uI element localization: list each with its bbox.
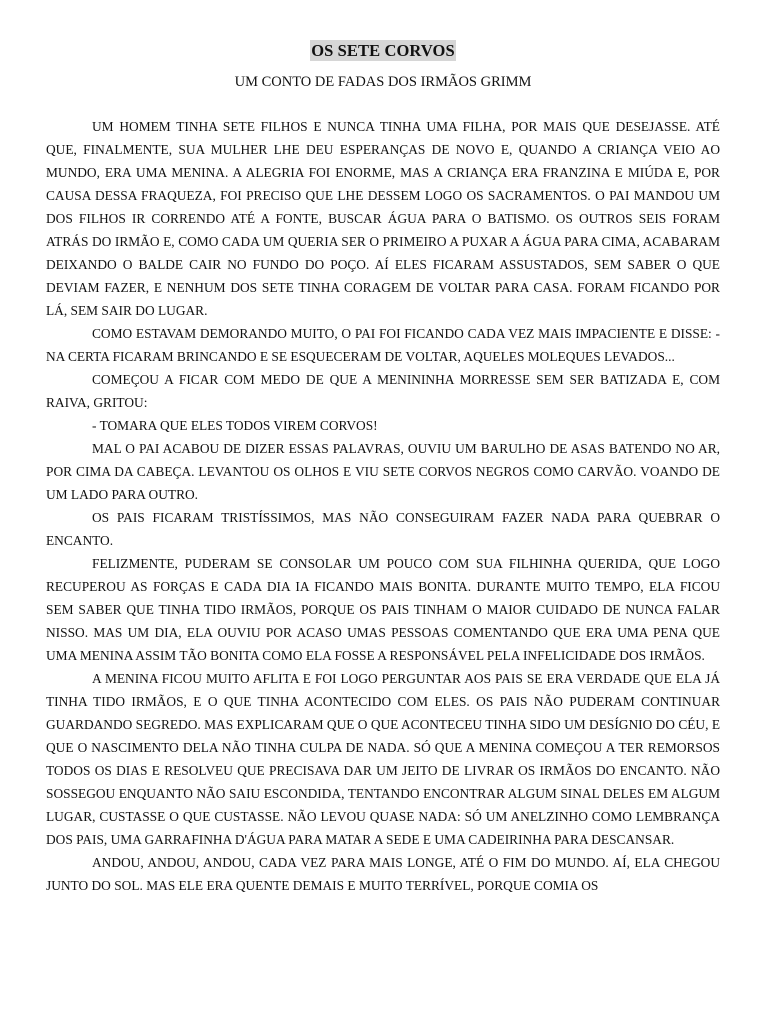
document-page <box>46 40 720 897</box>
paragraph: OS PAIS FICARAM TRISTÍSSIMOS, MAS NÃO CONSEGUIRAM FAZER NADA PARA QUEBRAR O ENCANTO. <box>46 510 720 548</box>
document-title: OS SETE CORVOS <box>311 41 455 60</box>
paragraph: COMEÇOU A FICAR COM MEDO DE QUE A MENININHA MORRESSE SEM SER BATIZADA E, COM RAIVA, GRITOU: <box>46 372 720 410</box>
document-subtitle: UM CONTO DE FADAS DOS IRMÃOS GRIMM <box>234 74 532 90</box>
paragraph: A MENINA FICOU MUITO AFLITA E FOI LOGO PERGUNTAR AOS PAIS SE ERA VERDADE QUE ELA JÁ TINHA TIDO IRMÃOS, E O QUE TINHA ACONTECIDO COM ELES. OS PAIS NÃO PUDERAM CONTINUAR GUARDANDO SEGREDO. MAS EXPLICARAM QUE O QUE ACONTECEU TINHA SIDO UM DESÍGNIO DO CÉU, E QUE O NASCIMENTO DELA NÃO TINHA CULPA DE NADA. SÓ QUE A MENINA COMEÇOU A TER REMORSOS TODOS OS DIAS E RESOLVEU QUE PRECISAVA DAR UM JEITO DE LIVRAR OS IRMÃOS DO ENCANTO. NÃO SOSSEGOU ENQUANTO NÃO SAIU ESCONDIDA, TENTANDO ENCONTRAR ALGUM SINAL DELES EM ALGUM LUGAR, CUSTASSE O QUE CUSTASSE. NÃO LEVOU QUASE NADA: SÓ UM ANELZINHO COMO LEMBRANÇA DOS PAIS, UMA GARRAFINHA D'ÁGUA PARA MATAR A SEDE E UMA CADEIRINHA PARA DESCANSAR. <box>46 671 720 847</box>
paragraph: UM HOMEM TINHA SETE FILHOS E NUNCA TINHA UMA FILHA, POR MAIS QUE DESEJASSE. ATÉ QUE, FINALMENTE, SUA MULHER LHE DEU ESPERANÇAS DE NOVO E, QUANDO A CRIANÇA VEIO AO MUNDO, ERA UMA MENINA. A ALEGRIA FOI ENORME, MAS A CRIANÇA ERA FRANZINA E MIÚDA E, POR CAUSA DESSA FRAQUEZA, FOI PRECISO QUE LHE DESSEM LOGO OS SACRAMENTOS. O PAI MANDOU UM DOS FILHOS IR CORRENDO ATÉ A FONTE, BUSCAR ÁGUA PARA O BATISMO. OS OUTROS SEIS FORAM ATRÁS DO IRMÃO E, COMO CADA UM QUERIA SER O PRIMEIRO A PUXAR A ÁGUA PARA CIMA, ACABARAM DEIXANDO O BALDE CAIR NO FUNDO DO POÇO. AÍ ELES FICARAM ASSUSTADOS, SEM SABER O QUE DEVIAM FAZER, E NENHUM DOS SETE TINHA CORAGEM DE VOLTAR PARA CASA. FORAM FICANDO POR LÁ, SEM SAIR DO LUGAR. <box>46 119 720 318</box>
paragraph: FELIZMENTE, PUDERAM SE CONSOLAR UM POUCO COM SUA FILHINHA QUERIDA, QUE LOGO RECUPEROU AS FORÇAS E CADA DIA IA FICANDO MAIS BONITA. DURANTE MUITO TEMPO, ELA FICOU SEM SABER QUE TINHA TIDO IRMÃOS, PORQUE OS PAIS TINHAM O MAIOR CUIDADO DE NUNCA FALAR NISSO. MAS UM DIA, ELA OUVIU POR ACASO UMAS PESSOAS COMENTANDO QUE ERA UMA PENA QUE UMA MENINA ASSIM TÃO BONITA COMO ELA FOSSE A RESPONSÁVEL PELA INFELICIDADE DOS IRMÃOS. <box>46 556 720 663</box>
title-block <box>46 40 720 66</box>
paragraph: ANDOU, ANDOU, ANDOU, CADA VEZ PARA MAIS LONGE, ATÉ O FIM DO MUNDO. AÍ, ELA CHEGOU JUNTO DO SOL. MAS ELE ERA QUENTE DEMAIS E MUITO TERRÍVEL, PORQUE COMIA OS <box>46 855 720 893</box>
paragraph: - TOMARA QUE ELES TODOS VIREM CORVOS! <box>92 418 378 433</box>
paragraph: MAL O PAI ACABOU DE DIZER ESSAS PALAVRAS, OUVIU UM BARULHO DE ASAS BATENDO NO AR, POR CIMA DA CABEÇA. LEVANTOU OS OLHOS E VIU SETE CORVOS NEGROS COMO CARVÃO. VOANDO DE UM LADO PARA OUTRO. <box>46 441 720 502</box>
paragraph: COMO ESTAVAM DEMORANDO MUITO, O PAI FOI FICANDO CADA VEZ MAIS IMPACIENTE E DISSE: - NA CERTA FICARAM BRINCANDO E SE ESQUECERAM DE VOLTAR, AQUELES MOLEQUES LEVADOS... <box>46 326 720 364</box>
document-body <box>46 115 720 897</box>
